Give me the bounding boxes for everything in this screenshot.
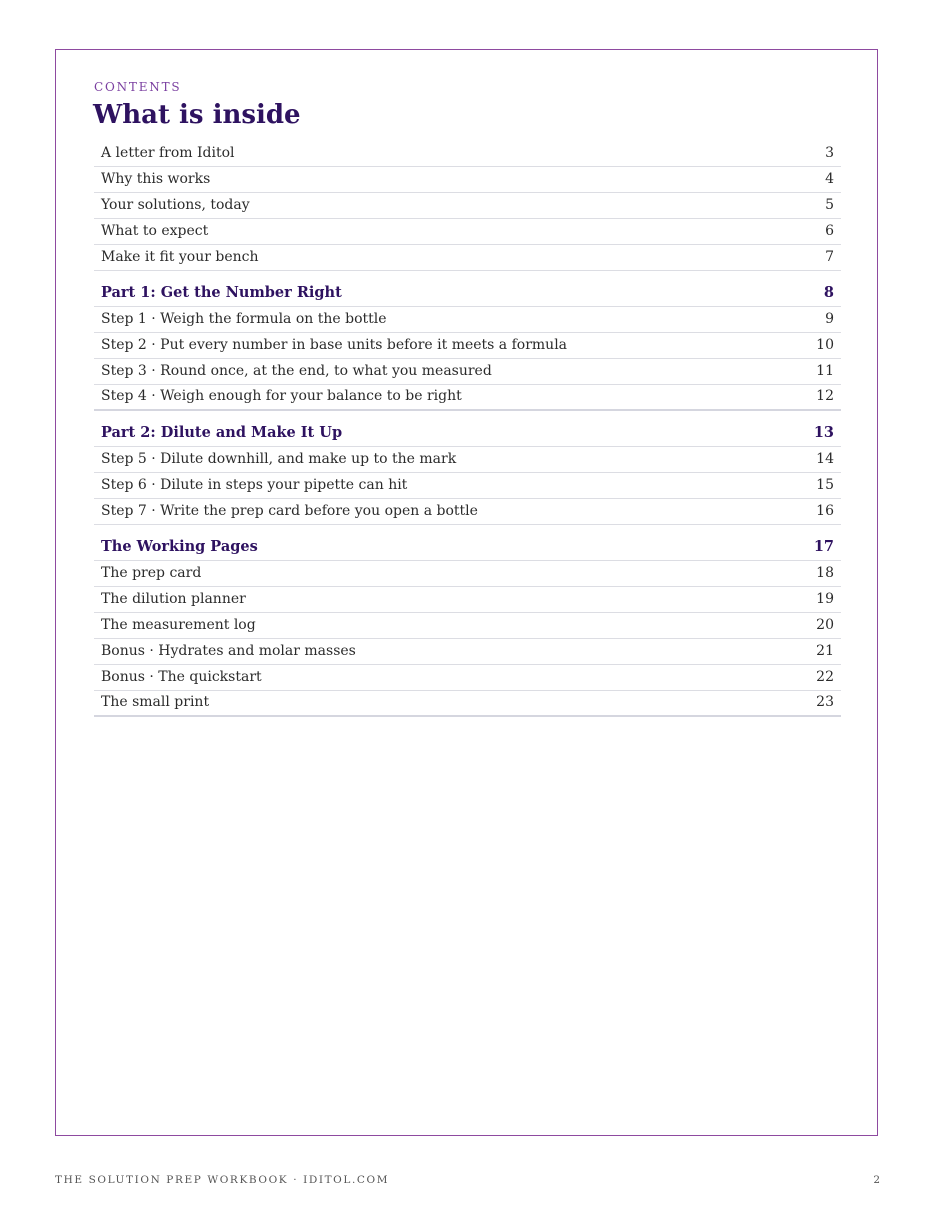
toc-entry-label: The dilution planner — [101, 591, 246, 607]
toc-entry-step-2[interactable] — [94, 333, 841, 359]
toc-entry-label: Bonus · Hydrates and molar masses — [101, 643, 356, 659]
toc-part-2-heading[interactable] — [94, 411, 841, 447]
toc-entry-why[interactable] — [94, 167, 841, 193]
toc-entry-label: Step 1 · Weigh the formula on the bottle — [101, 311, 387, 327]
page-title: What is inside — [93, 100, 301, 130]
toc-entry-page: 16 — [816, 503, 834, 519]
table-of-contents — [94, 141, 841, 717]
toc-working-pages-heading[interactable] — [94, 525, 841, 561]
toc-entry-expect[interactable] — [94, 219, 841, 245]
toc-entry-label: Step 7 · Write the prep card before you open a bottle — [101, 503, 478, 519]
toc-part-page: 13 — [813, 424, 834, 441]
toc-entry-page: 22 — [816, 669, 834, 685]
toc-entry-page: 9 — [825, 311, 834, 327]
toc-entry-bench[interactable] — [94, 245, 841, 271]
toc-entry-label: Step 5 · Dilute downhill, and make up to the mark — [101, 451, 457, 467]
toc-entry-label: The measurement log — [101, 617, 256, 633]
toc-part-1-heading[interactable] — [94, 271, 841, 307]
toc-entry-step-7[interactable] — [94, 499, 841, 525]
toc-entry-page: 5 — [825, 197, 834, 213]
toc-entry-page: 20 — [816, 617, 834, 633]
toc-entry-page: 23 — [816, 694, 834, 710]
toc-entry-step-3[interactable] — [94, 359, 841, 385]
toc-entry-letter[interactable] — [94, 141, 841, 167]
toc-entry-step-5[interactable] — [94, 447, 841, 473]
toc-entry-quickstart[interactable] — [94, 665, 841, 691]
toc-entry-page: 3 — [825, 145, 834, 161]
toc-entry-page: 7 — [825, 249, 834, 265]
toc-entry-label: Step 2 · Put every number in base units before it meets a formula — [101, 337, 568, 353]
toc-entry-label: Step 4 · Weigh enough for your balance to be right — [101, 388, 462, 404]
section-eyebrow: CONTENTS — [94, 80, 182, 94]
toc-entry-page: 10 — [816, 337, 834, 353]
toc-entry-label: What to expect — [101, 223, 209, 239]
toc-entry-page: 18 — [816, 565, 834, 581]
toc-entry-solutions[interactable] — [94, 193, 841, 219]
toc-entry-page: 4 — [825, 171, 834, 187]
toc-entry-page: 21 — [816, 643, 834, 659]
toc-entry-page: 14 — [816, 451, 834, 467]
toc-entry-label: A letter from Iditol — [101, 145, 235, 161]
toc-entry-prep-card[interactable] — [94, 561, 841, 587]
toc-entry-label: Bonus · The quickstart — [101, 669, 262, 685]
toc-entry-step-1[interactable] — [94, 307, 841, 333]
toc-entry-label: The prep card — [101, 565, 202, 581]
toc-entry-label: The small print — [101, 694, 210, 710]
toc-entry-label: Make it fit your bench — [101, 249, 259, 265]
toc-part-label: Part 1: Get the Number Right — [101, 284, 342, 301]
toc-part-label: Part 2: Dilute and Make It Up — [101, 424, 343, 441]
toc-part-label: The Working Pages — [101, 538, 258, 555]
toc-entry-page: 11 — [816, 363, 834, 379]
toc-entry-page: 6 — [825, 223, 834, 239]
toc-entry-label: Step 6 · Dilute in steps your pipette can hit — [101, 477, 408, 493]
footer-page-number: 2 — [873, 1174, 880, 1186]
toc-entry-label: Why this works — [101, 171, 211, 187]
toc-entry-page: 19 — [816, 591, 834, 607]
toc-entry-small-print[interactable] — [94, 691, 841, 717]
toc-entry-dilution-planner[interactable] — [94, 587, 841, 613]
footer-running-title: THE SOLUTION PREP WORKBOOK · IDITOL.COM — [55, 1174, 390, 1186]
toc-entry-hydrates[interactable] — [94, 639, 841, 665]
toc-entry-page: 15 — [816, 477, 834, 493]
toc-entry-label: Step 3 · Round once, at the end, to what you measured — [101, 363, 492, 379]
toc-entry-step-6[interactable] — [94, 473, 841, 499]
toc-entry-page: 12 — [816, 388, 834, 404]
toc-part-page: 8 — [823, 284, 834, 301]
toc-entry-step-4[interactable] — [94, 385, 841, 411]
toc-entry-label: Your solutions, today — [101, 197, 250, 213]
page-frame — [55, 49, 878, 1136]
toc-part-page: 17 — [813, 538, 834, 555]
toc-entry-measurement-log[interactable] — [94, 613, 841, 639]
